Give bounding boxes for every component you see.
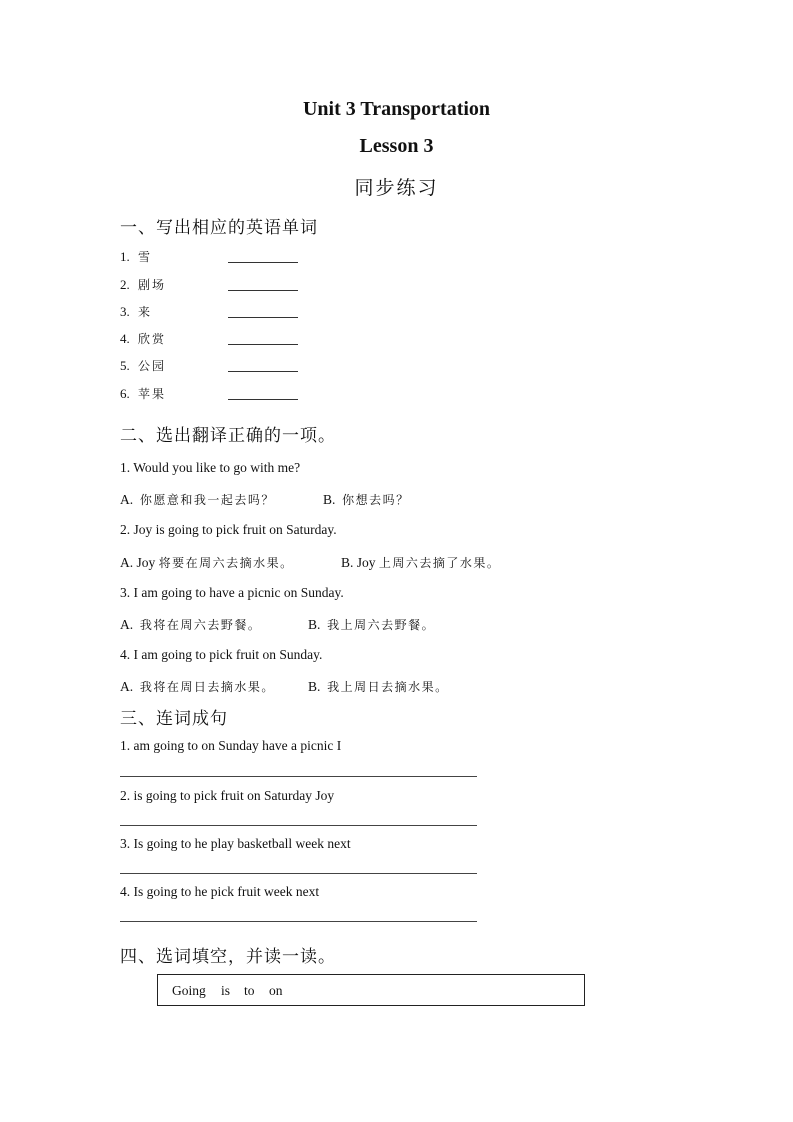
option-b[interactable] xyxy=(323,491,410,508)
vocab-word: 公园 xyxy=(138,359,167,373)
vocab-word: 来 xyxy=(138,305,153,319)
page-subtitle: 同步练习 xyxy=(354,177,439,199)
answer-line[interactable] xyxy=(120,776,477,777)
vocab-word: 欣赏 xyxy=(138,332,167,346)
vocab-item xyxy=(120,303,152,321)
vocab-number: 6. xyxy=(120,386,130,401)
scrambled-sentence: 2. is going to pick fruit on Saturday Joy xyxy=(120,788,335,803)
answer-line[interactable] xyxy=(120,873,477,874)
option-b-label: B. xyxy=(308,679,321,694)
answer-blank[interactable] xyxy=(228,290,298,291)
option-a-label: A. xyxy=(120,492,134,507)
answer-blank[interactable] xyxy=(228,317,298,318)
vocab-number: 2. xyxy=(120,277,130,292)
word-bank-item: on xyxy=(269,983,283,998)
section-heading-1: 一、写出相应的英语单词 xyxy=(120,218,318,238)
section-heading-4: 四、选词填空，并读一读。 xyxy=(120,947,336,967)
lesson-title: Lesson 3 xyxy=(359,135,434,157)
option-a[interactable] xyxy=(120,492,275,507)
option-b[interactable] xyxy=(308,678,449,695)
section-heading-3: 三、连词成句 xyxy=(120,709,228,729)
answer-blank[interactable] xyxy=(228,344,298,345)
option-a[interactable] xyxy=(120,617,261,632)
vocab-number: 1. xyxy=(120,249,130,264)
vocab-number: 3. xyxy=(120,304,130,319)
question-text: 4. I am going to pick fruit on Sunday. xyxy=(120,647,323,662)
word-bank-item: is xyxy=(221,983,231,998)
option-b-text: 你想去吗？ xyxy=(342,493,410,507)
question-text: 1. Would you like to go with me? xyxy=(120,460,301,475)
answer-blank[interactable] xyxy=(228,371,298,372)
scrambled-sentence: 3. Is going to he play basketball week next xyxy=(120,836,351,851)
vocab-item xyxy=(120,276,166,294)
vocab-word: 苹果 xyxy=(138,387,167,401)
option-a-text: 我将在周六去野餐。 xyxy=(139,618,262,632)
option-b-text: 上周六去摘了水果。 xyxy=(378,556,501,570)
scrambled-sentence: 1. am going to on Sunday have a picnic I xyxy=(120,738,342,753)
page-title: Unit 3 Transportation xyxy=(302,98,491,120)
option-a-text: 将要在周六去摘水果。 xyxy=(158,556,294,570)
answer-blank[interactable] xyxy=(228,399,298,400)
section-heading-2: 二、选出翻译正确的一项。 xyxy=(120,426,336,446)
vocab-word: 雪 xyxy=(138,250,153,264)
question-text: 3. I am going to have a picnic on Sunday. xyxy=(120,585,344,600)
option-a-label: A. xyxy=(120,679,134,694)
option-a[interactable] xyxy=(120,555,294,570)
option-b[interactable] xyxy=(341,554,500,571)
vocab-number: 4. xyxy=(120,331,130,346)
vocab-item xyxy=(120,248,152,266)
answer-options xyxy=(120,491,410,508)
vocab-word: 剧场 xyxy=(138,278,167,292)
answer-options xyxy=(120,616,436,633)
word-bank-box xyxy=(157,974,585,1006)
option-a-label: A. Joy xyxy=(120,555,156,570)
option-a-text: 你愿意和我一起去吗？ xyxy=(139,493,275,507)
option-a-text: 我将在周日去摘水果。 xyxy=(139,680,275,694)
option-a[interactable] xyxy=(120,679,275,694)
question-text: 2. Joy is going to pick fruit on Saturday. xyxy=(120,522,337,537)
vocab-item xyxy=(120,385,166,403)
answer-line[interactable] xyxy=(120,921,477,922)
option-b-text: 我上周日去摘水果。 xyxy=(327,680,449,694)
option-b-text: 我上周六去野餐。 xyxy=(327,618,436,632)
option-b-label: B. xyxy=(323,492,336,507)
answer-options xyxy=(120,678,449,695)
vocab-item xyxy=(120,330,166,348)
vocab-number: 5. xyxy=(120,358,130,373)
word-bank-item: Going xyxy=(172,983,206,998)
option-b-label: B. xyxy=(308,617,321,632)
word-bank-item: to xyxy=(244,983,255,998)
vocab-item xyxy=(120,357,166,375)
answer-line[interactable] xyxy=(120,825,477,826)
option-b-label: B. Joy xyxy=(341,555,376,570)
answer-options xyxy=(120,554,501,571)
scrambled-sentence: 4. Is going to he pick fruit week next xyxy=(120,884,320,899)
answer-blank[interactable] xyxy=(228,262,298,263)
option-a-label: A. xyxy=(120,617,134,632)
option-b[interactable] xyxy=(308,616,435,633)
